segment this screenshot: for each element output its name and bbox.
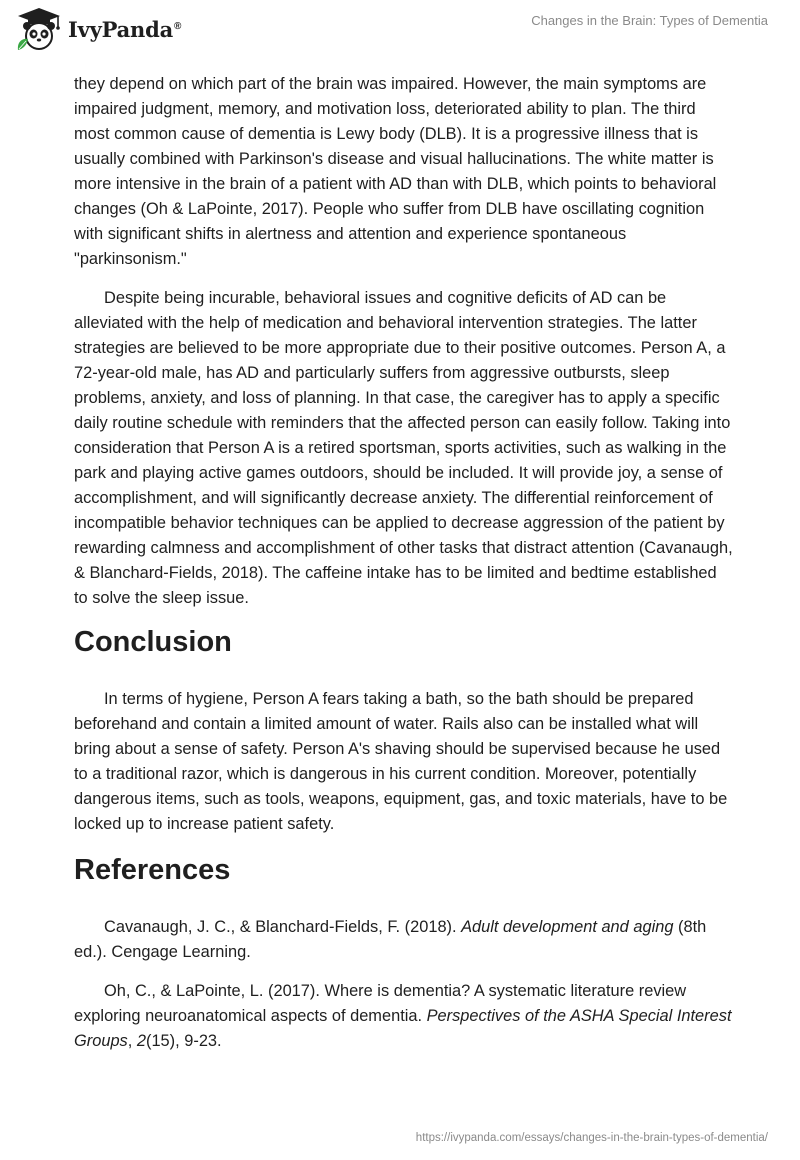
reference-item-2 <box>74 979 734 1054</box>
registered-mark: ® <box>174 20 182 32</box>
references-heading: References <box>74 854 231 886</box>
reference-1-publisher: (8th ed.). Cengage Learning. <box>74 918 707 961</box>
body-paragraph-1: they depend on which part of the brain was impaired. However, the main symptoms are impaired judgment, memory, and motivation loss, deteriorated ability to plan. The third most common cause of dementia is Lewy body (DLB). It is a progressive illness that is usually combined with Parkinson's disease and visual hallucinations. The white matter is more intensive in the brain of a patient with AD than with DLB, which points to behavioral changes (Oh & LaPointe, 2017). People who suffer from DLB have oscillating cognition with significant shifts in alertness and attention and experience spontaneous "parkinsonism." <box>74 75 717 268</box>
page-header <box>0 0 800 62</box>
document-title: Changes in the Brain: Types of Dementia <box>531 13 768 28</box>
source-url[interactable]: https://ivypanda.com/essays/changes-in-the-brain-types-of-dementia/ <box>415 1132 768 1144</box>
reference-item-1 <box>74 915 734 965</box>
reference-2-separator: , <box>127 1032 137 1050</box>
reference-2-authors-title: Oh, C., & LaPointe, L. (2017). Where is dementia? A systematic literature review exploring neuroanatomical aspects of dementia. <box>74 982 687 1025</box>
conclusion-paragraph: In terms of hygiene, Person A fears taking a bath, so the bath should be prepared beforehand and contain a limited amount of water. Rails also can be installed what will bring about a sense of safety. Person A's shaving should be supervised because he used to a traditional razor, which is dangerous in his current condition. Moreover, potentially dangerous items, such as tools, weapons, equipment, gas, and toxic materials, have to be locked up to increase patient safety. <box>74 690 728 833</box>
reference-2-issue-pages: (15), 9-23. <box>145 1032 222 1050</box>
reference-2-journal: Perspectives of the ASHA Special Interest Groups <box>74 1007 732 1050</box>
ivypanda-logo[interactable] <box>14 6 181 52</box>
reference-1-authors: Cavanaugh, J. C., & Blanchard-Fields, F. (2018). <box>104 918 462 936</box>
reference-1-title: Adult development and aging <box>461 918 674 936</box>
body-paragraph-2: Despite being incurable, behavioral issues and cognitive deficits of AD can be alleviated with the help of medication and behavioral intervention strategies. The latter strategies are believed to be more appropriate due to their positive outcomes. Person A, a 72-year-old male, has AD and particularly suffers from aggressive outbursts, sleep problems, anxiety, and loss of planning. In that case, the caregiver has to apply a specific daily routine schedule with reminders that the affected person can easily follow. Taking into consideration that Person A is a retired sportsman, sports activities, such as walking in the park and playing active games outdoors, should be included. It will provide joy, a sense of accomplishment, and will significantly decrease anxiety. The differential reinforcement of incompatible behavior techniques can be applied to decrease aggression of the patient by rewarding calmness and accomplishment of other tasks that distract attention (Cavanaugh, & Blanchard-Fields, 2018). The caffeine intake has to be limited and bedtime established to solve the sleep issue. <box>74 289 733 607</box>
conclusion-heading: Conclusion <box>74 626 232 658</box>
essay-content <box>74 72 734 1068</box>
panda-graduate-icon <box>14 6 64 52</box>
logo-wordmark <box>68 17 181 42</box>
logo-text: IvyPanda <box>68 16 174 42</box>
reference-2-volume: 2 <box>136 1032 146 1050</box>
